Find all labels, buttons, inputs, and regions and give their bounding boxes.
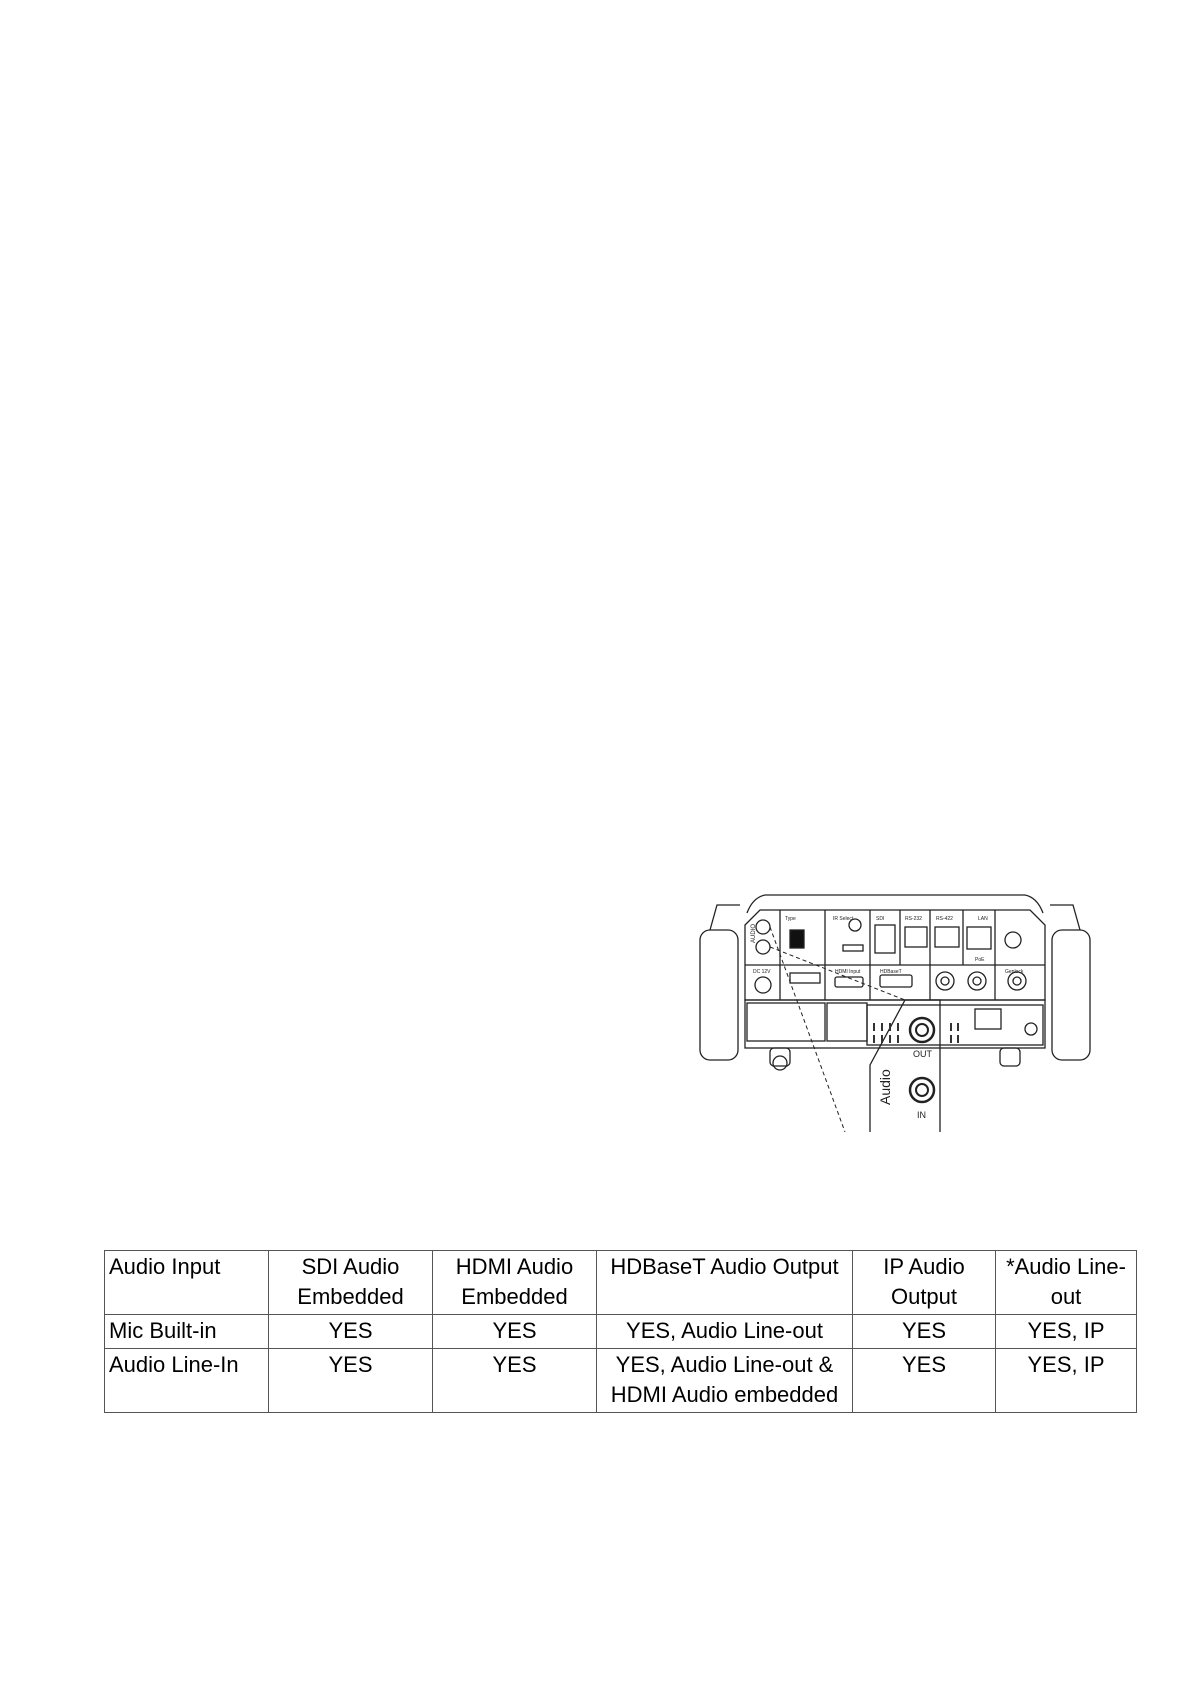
- callout-audio-title: Audio: [877, 1069, 893, 1105]
- table-row: [105, 1349, 1137, 1413]
- audio-in-jack: [756, 920, 770, 934]
- left-side-housing: [700, 930, 738, 1060]
- label-audio-panel: AUDIO: [751, 923, 757, 943]
- header-audio-line-out: *Audio Line- out: [996, 1251, 1137, 1315]
- table-cell: YES: [433, 1349, 597, 1413]
- dc-power-jack: [755, 977, 771, 993]
- rs232-port: [905, 927, 927, 947]
- audio-out-jack: [756, 940, 770, 954]
- table-cell: YES: [433, 1315, 597, 1349]
- table-cell: YES, Audio Line-out: [597, 1315, 853, 1349]
- table-cell: YES: [853, 1349, 996, 1413]
- label-lan: LAN: [978, 916, 988, 922]
- sd-card-slot: [790, 930, 804, 948]
- header-hdmi-audio: HDMI Audio Embedded: [433, 1251, 597, 1315]
- rs422-port: [935, 927, 959, 947]
- camera-rear-panel-figure: [695, 885, 1095, 1135]
- label-rs232: RS-232: [905, 916, 922, 922]
- table-cell: YES: [269, 1315, 433, 1349]
- label-type: Type: [785, 916, 796, 922]
- table-header-row: [105, 1251, 1137, 1315]
- hdbaset-port: [880, 975, 912, 987]
- header-hdbaset-audio: HDBaseT Audio Output: [597, 1251, 853, 1315]
- label-hdbaset: HDBaseT: [880, 969, 902, 975]
- audio-routing-table: [104, 1250, 1137, 1413]
- label-sdi: SDI: [876, 916, 885, 922]
- header-sdi-audio: SDI Audio Embedded: [269, 1251, 433, 1315]
- sdi-port: [875, 925, 895, 953]
- table-cell: Mic Built-in: [105, 1315, 269, 1349]
- label-poe: PoE: [975, 957, 985, 963]
- callout-out-label: OUT: [913, 1049, 932, 1059]
- table-cell: YES: [853, 1315, 996, 1349]
- header-ip-audio: IP Audio Output: [853, 1251, 996, 1315]
- table-cell: Audio Line-In: [105, 1349, 269, 1413]
- label-ir-select: IR Select: [833, 916, 854, 922]
- lower-lan-port: [975, 1009, 1001, 1029]
- header-audio-input: Audio Input: [105, 1251, 269, 1315]
- table-row: [105, 1315, 1137, 1349]
- label-hdmi-input: HDMI Input: [835, 969, 861, 975]
- lan-port: [967, 927, 991, 949]
- label-rs422: RS-422: [936, 916, 953, 922]
- table-cell: YES: [269, 1349, 433, 1413]
- table-cell: YES, IP: [996, 1349, 1137, 1413]
- table-cell: YES, IP: [996, 1315, 1137, 1349]
- label-dc12v: DC 12V: [753, 969, 771, 975]
- label-genlock: Genlock: [1005, 969, 1024, 975]
- table-cell: YES, Audio Line-out & HDMI Audio embedded: [597, 1349, 853, 1413]
- callout-in-label: IN: [917, 1110, 926, 1120]
- right-side-housing: [1052, 930, 1090, 1060]
